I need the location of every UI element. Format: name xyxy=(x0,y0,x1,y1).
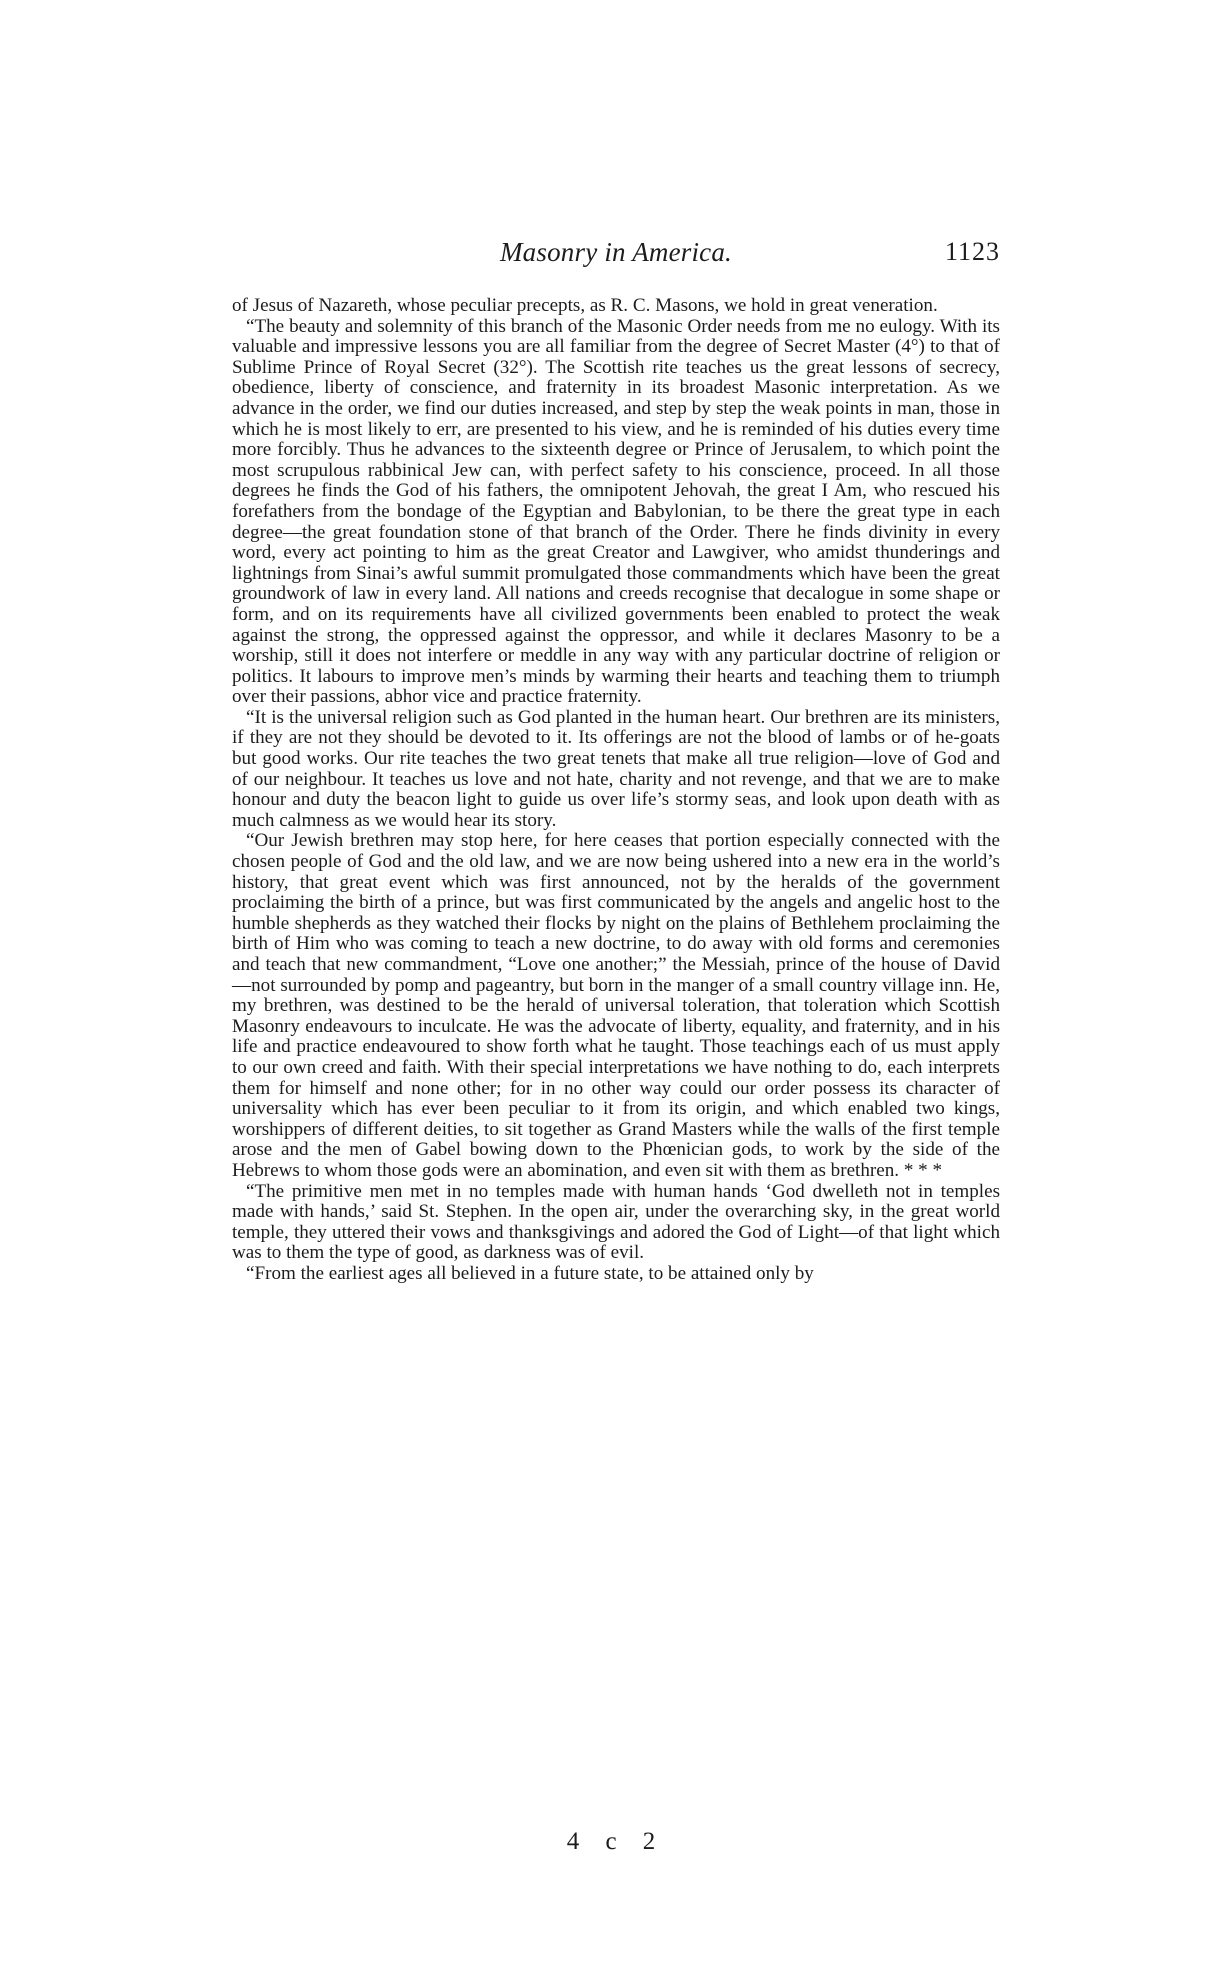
body-text xyxy=(232,296,1000,1285)
paragraph-jewish-brethren: “Our Jewish brethren may stop here, for here ceases that portion especially connected with the chosen people of God and the old law, and we are now being ushered into a new era in the world’s history, that great event which was first announced, not by the heralds of the government proclaiming the birth of a prince, but was first communicated by the angels and angelic host to the humble shepherds as they watched their flocks by night on the plains of Bethlehem proclaiming the birth of Him who was coming to teach a new doctrine, to do away with old forms and ceremonies and teach that new commandment, “Love one another;” the Messiah, prince of the house of David—not surrounded by pomp and pageantry, but born in the manger of a small country village inn. He, my brethren, was destined to be the herald of universal toleration, that toleration which Scottish Masonry endeavours to inculcate. He was the advocate of liberty, equality, and fraternity, and in his life and practice endeavoured to show forth what he taught. Those teachings each of us must apply to our own creed and faith. With their special interpretations we have nothing to do, each interprets them for himself and none other; for in no other way could our order possess its character of universality which has ever been peculiar to it from its origin, and which enabled two kings, worshippers of different deities, to sit together as Grand Masters while the walls of the first temple arose and the men of Gabel bowing down to the Phœnician gods, to work by the side of the Hebrews to whom those gods were an abomination, and even sit with them as brethren. * * * xyxy=(232,830,1000,1181)
page-number: 1123 xyxy=(944,237,1000,266)
paragraph-universal-religion: “It is the universal religion such as God planted in the human heart. Our brethren are its ministers, if they are not they should be devoted to it. Its offerings are not the blood of lambs or of he-goats but good works. Our rite teaches the two great tenets that make all true religion—love of God and of our neighbour. It teaches us love and not hate, charity and not revenge, and that we are to make honour and duty the beacon light to guide us over life’s stormy seas, and look upon death with as much calmness as we would hear its story. xyxy=(232,706,1000,831)
paragraph-scottish-rite: “The beauty and solemnity of this branch of the Masonic Order needs from me no eulogy. With its valuable and impressive lessons you are all familiar from the degree of Secret Master (4°) to that of Sublime Prince of Royal Secret (32°). The Scottish rite teaches us the great lessons of secrecy, obedience, liberty of conscience, and fraternity in its broadest Masonic interpretation. As we advance in the order, we find our duties increased, and step by step the weak points in man, those in which he is most likely to err, are presented to his view, and he is reminded of his duties every time more forcibly. Thus he advances to the sixteenth degree or Prince of Jerusalem, to which point the most scrupulous rabbinical Jew can, with perfect safety to his conscience, proceed. In all those degrees he finds the God of his fathers, the omnipotent Jehovah, the great I Am, who rescued his forefathers from the bondage of the Egyptian and Babylonian, to be there the great type in each degree—the great foundation stone of that branch of the Order. There he finds divinity in every word, every act pointing to him as the great Creator and Lawgiver, who amidst thunderings and lightnings from Sinai’s awful summit promulgated those commandments which have been the great groundwork of law in every land. All nations and creeds recognise that decalogue in some shape or form, and on its requirements have all civilized governments been enabled to protect the weak against the strong, the oppressed against the oppressor, and while it declares Masonry to be a worship, still it does not interfere or meddle in any way with any particular doctrine of religion or politics. It labours to improve men’s minds by warming their hearts and teaching them to triumph over their passions, abhor vice and practice fraternity. xyxy=(232,315,1000,708)
signature-mark: 4 c 2 xyxy=(566,1828,666,1855)
paragraph-future-state: “From the earliest ages all believed in a future state, to be attained only by xyxy=(246,1262,814,1284)
running-title: Masonry in America. xyxy=(499,237,733,267)
paragraph-continuation: of Jesus of Nazareth, whose peculiar precepts, as R. C. Masons, we hold in great veneration. xyxy=(232,295,938,316)
running-head xyxy=(232,233,1000,273)
paragraph-primitive-men: “The primitive men met in no temples made with human hands ‘God dwelleth not in temples made with hands,’ said St. Stephen. In the open air, under the overarching sky, in the great world temple, they uttered their vows and thanksgivings and adored the God of Light—of that light which was to them the type of good, as darkness was of evil. xyxy=(232,1180,1000,1264)
